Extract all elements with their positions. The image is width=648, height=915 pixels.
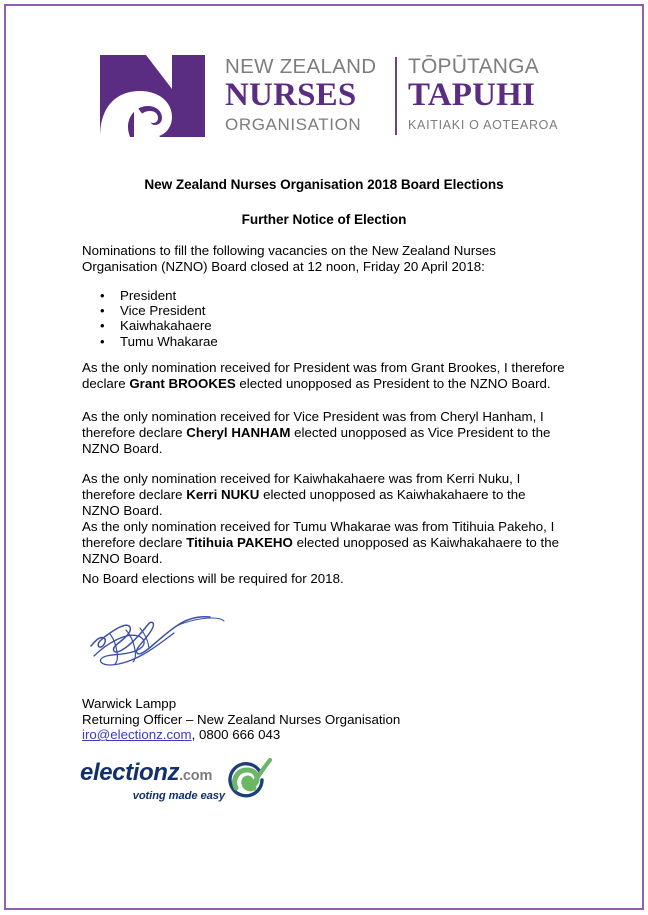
email-link[interactable]: iro@electionz.com — [82, 727, 192, 743]
declaration-name: Kerri NUKU — [186, 487, 260, 503]
declaration-prefix: As the only nomination received for President was from Grant Brookes, I therefore declare — [82, 360, 565, 392]
list-item: • Kaiwhakahaere — [82, 318, 482, 333]
document-subtitle: Further Notice of Election — [241, 212, 407, 227]
declaration-suffix: elected unopposed as Vice President to the NZNO Board. — [82, 425, 551, 457]
nzno-wordmark — [225, 55, 559, 137]
nzno-line-nurses: NURSES — [225, 77, 357, 113]
nzno-logo-mark — [100, 55, 205, 137]
electionz-brand: electionz — [80, 759, 180, 786]
electionz-tld: .com — [179, 768, 213, 784]
declaration-kaiwhakahaere — [82, 471, 565, 520]
electionz-tagline: voting made easy — [132, 790, 225, 802]
declaration-prefix: As the only nomination received for Tumu Whakarae was from Titihuia Pakeho, I therefore declare — [82, 519, 555, 551]
nzno-wordmark-maori — [408, 55, 558, 135]
nzno-wordmark-english — [225, 55, 390, 135]
declaration-prefix: As the only nomination received for Kaiwhakahaere was from Kerri Nuku, I therefore declare — [82, 471, 521, 503]
electionz-brand-line — [80, 760, 225, 789]
intro-paragraph: Nominations to fill the following vacancies on the New Zealand Nurses Organisation (NZNO) Board closed at 12 noon, Friday 20 April 2018: — [82, 243, 496, 275]
declaration-name: Cheryl HANHAM — [186, 425, 291, 441]
signer-name: Warwick Lampp — [82, 696, 177, 711]
declaration-name: Titihuia PAKEHO — [186, 535, 293, 551]
phone-number: 0800 666 043 — [198, 727, 281, 743]
declaration-vice-president — [82, 409, 565, 458]
declaration-suffix: elected unopposed as President to the NZNO Board. — [235, 376, 551, 392]
electionz-wordmark — [80, 760, 225, 803]
signer-contact — [82, 727, 542, 743]
declaration-suffix: elected unopposed as Kaiwhakahaere to the NZNO Board. — [82, 487, 526, 519]
list-item: • Tumu Whakarae — [82, 334, 482, 349]
nzno-wordmark-divider — [395, 57, 397, 135]
nzno-logo — [100, 55, 559, 140]
signoff-block — [82, 696, 542, 743]
declaration-suffix: elected unopposed as Kaiwhakahaere to the NZNO Board. — [82, 535, 560, 567]
closing-paragraph: No Board elections will be required for 2018. — [82, 571, 344, 586]
contact-separator: , — [191, 727, 199, 743]
nzno-line-kaitiaki: KAITIAKI O AOTEAROA — [408, 118, 559, 132]
vacancy-list — [82, 288, 482, 349]
nzno-line-organisation: ORGANISATION — [225, 115, 362, 134]
declaration-prefix: As the only nomination received for Vice President was from Cheryl Hanham, I therefore declare — [82, 409, 544, 441]
declaration-tumu-whakarae — [82, 519, 565, 568]
declaration-name: Grant BROOKES — [129, 376, 236, 392]
document-title: New Zealand Nurses Organisation 2018 Board Elections — [144, 177, 504, 192]
nzno-line-toputanga: TŌPŪTANGA — [408, 55, 539, 78]
nzno-line-tapuhi: TAPUHI — [408, 77, 536, 113]
electionz-mark-icon — [226, 758, 272, 802]
list-item: • Vice President — [82, 303, 482, 318]
list-item: • President — [82, 288, 482, 303]
electionz-logo — [80, 760, 270, 805]
signer-title: Returning Officer – New Zealand Nurses Organisation — [82, 711, 401, 727]
signature-image — [88, 612, 238, 674]
declaration-president — [82, 360, 565, 392]
nzno-line-new-zealand: NEW ZEALAND — [225, 55, 377, 78]
